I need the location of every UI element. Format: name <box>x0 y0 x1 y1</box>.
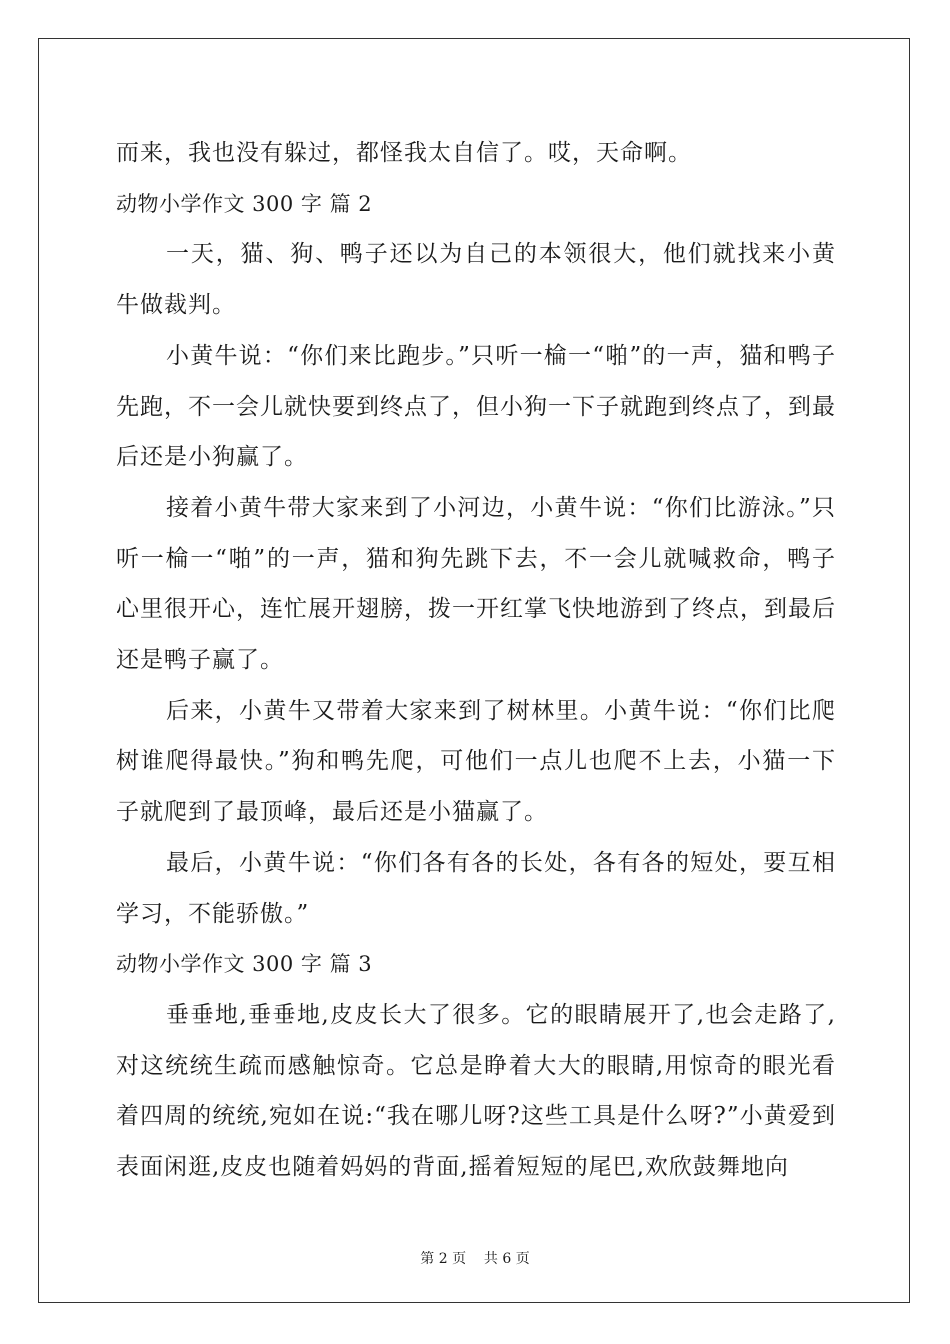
paragraph: 最后，小黄牛说：“你们各有各的长处，各有各的短处，要互相学习，不能骄傲。” <box>116 849 836 927</box>
page-footer <box>0 1248 950 1268</box>
paragraph-continuation: 而来，我也没有躲过，都怪我太自信了。哎，天命啊。 <box>116 140 692 166</box>
paragraph: 接着小黄牛带大家来到了小河边，小黄牛说：“你们比游泳。”只听一棆一“啪”的一声，猫和狗先跳下去，不一会儿就喊救命，鸭子心里很开心，连忙展开翅膀，拨一开红掌飞快地游到了终点，到最后还是鸭子赢了。 <box>116 494 836 674</box>
paragraph: 后来，小黄牛又带着大家来到了树林里。小黄牛说：“你们比爬树谁爬得最快。”狗和鸭先爬，可他们一点儿也爬不上去，小猫一下子就爬到了最顶峰，最后还是小猫赢了。 <box>116 697 836 826</box>
page-total: 共 6 页 <box>483 1251 530 1267</box>
paragraph: 一天，猫、狗、鸭子还以为自己的本领很大，他们就找来小黄牛做裁判。 <box>116 241 836 319</box>
page-number: 第 2 页 <box>420 1251 467 1267</box>
paragraph: 小黄牛说：“你们来比跑步。”只听一棆一“啪”的一声，猫和鸭子先跑，不一会儿就快要到终点了，但小狗一下子就跑到终点了，到最后还是小狗赢了。 <box>116 342 836 471</box>
paragraph: 垂垂地,垂垂地,皮皮长大了很多。它的眼睛展开了,也会走路了,对这统统生疏而感触惊奇。它总是睁着大大的眼睛,用惊奇的眼光看着四周的统统,宛如在说:“我在哪儿呀?这些工具是什么呀?”小黄爱到表面闲逛,皮皮也随着妈妈的背面,摇着短短的尾巴,欢欣鼓舞地向 <box>116 1001 836 1181</box>
document-body <box>116 128 836 1193</box>
section-heading-3: 动物小学作文 300 字 篇 3 <box>116 952 373 977</box>
section-heading-2: 动物小学作文 300 字 篇 2 <box>116 191 373 216</box>
